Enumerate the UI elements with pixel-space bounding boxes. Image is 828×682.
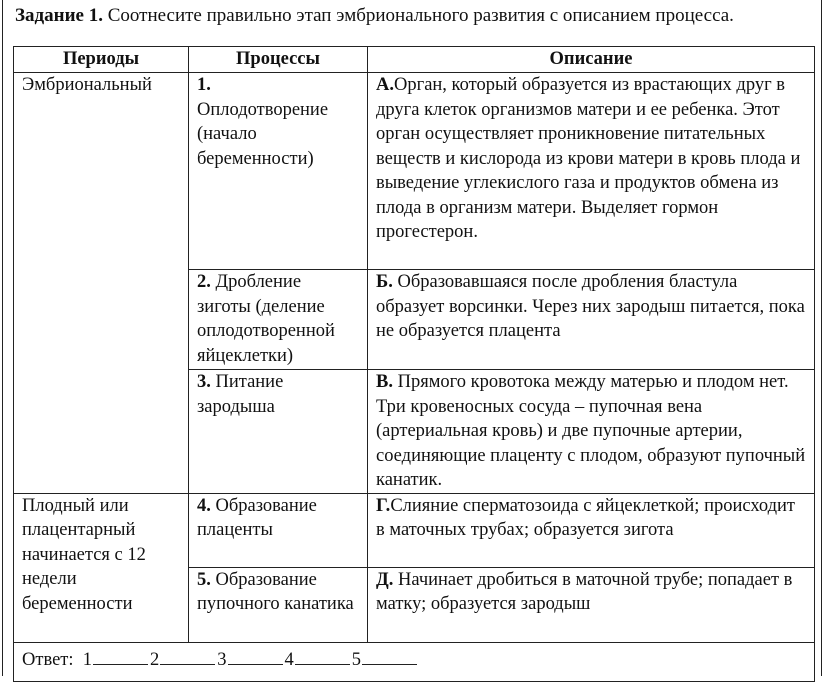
answer-blank[interactable] (228, 647, 283, 665)
process-number: 5. (197, 569, 211, 590)
page-frame-right (821, 0, 822, 676)
answer-slot-number: 3 (217, 649, 227, 670)
task-label: Задание 1. (15, 5, 103, 26)
description-letter: В. (376, 372, 393, 392)
description-letter: А. (376, 75, 394, 95)
process-text: Дробление зиготы (деление оплодотворенной яйцеклетки) (197, 272, 335, 366)
table-row (14, 73, 815, 270)
process-text: Образование пупочного канатика (197, 569, 354, 614)
answer-label: Ответ: (22, 649, 74, 670)
description-text: Начинает дробиться в маточной трубе; попадает в матку; образуется зародыш (376, 569, 793, 614)
answer-blank[interactable] (93, 647, 148, 665)
answer-slot-number: 1 (82, 649, 93, 670)
description-text: Орган, который образуется из врастающих друг в друга клеток организмов матери и ее ребенка. Этот орган осуществляет проникновение питательных веществ и кислорода из крови матери в кровь плода и выведение углекислого газа и продуктов обмена из плода в организм матери. Выделяет гормон прогестерон. (376, 75, 801, 242)
description-cell (368, 567, 815, 642)
answer-blank[interactable] (160, 647, 215, 665)
description-letter: Д. (376, 569, 394, 590)
period-text: Плодный или плацентарный начинается с 12 недели беременности (22, 495, 146, 614)
process-text: Образование плаценты (197, 495, 317, 540)
header-description: Описание (368, 47, 815, 73)
description-cell (368, 370, 815, 494)
description-text: Образовавшаяся после дробления бластула образует ворсинки. Через них зародыш питается, пока не образуется плацента (376, 272, 805, 341)
header-periods: Периоды (14, 47, 189, 73)
description-cell (368, 270, 815, 370)
description-cell (368, 73, 815, 270)
process-cell (189, 73, 368, 270)
header-row (14, 47, 815, 73)
table-row (14, 493, 815, 567)
process-number: 2. (197, 272, 211, 292)
answer-slot-number: 4 (284, 649, 294, 670)
description-letter: Б. (376, 272, 393, 292)
answer-cell (14, 642, 815, 681)
task-text: Соотнесите правильно этап эмбрионального развития с описанием процесса. (102, 5, 734, 26)
description-text: Прямого кровотока между матерью и плодом нет. Три кровеносных сосуда – пупочная вена (артериальная кровь) и две пупочные артерии, соединяющие плаценту с плодом, образуют пупочный канатик. (376, 372, 806, 490)
description-cell (368, 493, 815, 567)
answer-slot-number: 5 (351, 649, 362, 670)
period-cell (14, 493, 189, 642)
header-processes: Процессы (189, 47, 368, 73)
matching-table (13, 46, 815, 682)
answer-blank[interactable] (362, 647, 417, 665)
page-frame-left (2, 0, 3, 676)
answer-blank[interactable] (295, 647, 350, 665)
description-text: Слияние сперматозоида с яйцеклеткой; происходит в маточных трубах; образуется зигота (376, 495, 795, 540)
process-cell (189, 493, 368, 567)
process-cell (189, 567, 368, 642)
process-cell (189, 270, 368, 370)
period-text: Эмбриональный (22, 75, 152, 95)
answer-row (14, 642, 815, 681)
answer-slot-number: 2 (150, 649, 160, 670)
process-number: 1. (197, 75, 211, 95)
process-cell (189, 370, 368, 494)
description-letter: Г. (376, 495, 391, 516)
process-number: 3. (197, 372, 211, 392)
task-title (15, 5, 734, 27)
process-text: Оплодотворение (начало беременности) (197, 99, 329, 169)
period-cell (14, 73, 189, 494)
process-text: Питание зародыша (197, 372, 284, 417)
process-number: 4. (197, 495, 211, 516)
